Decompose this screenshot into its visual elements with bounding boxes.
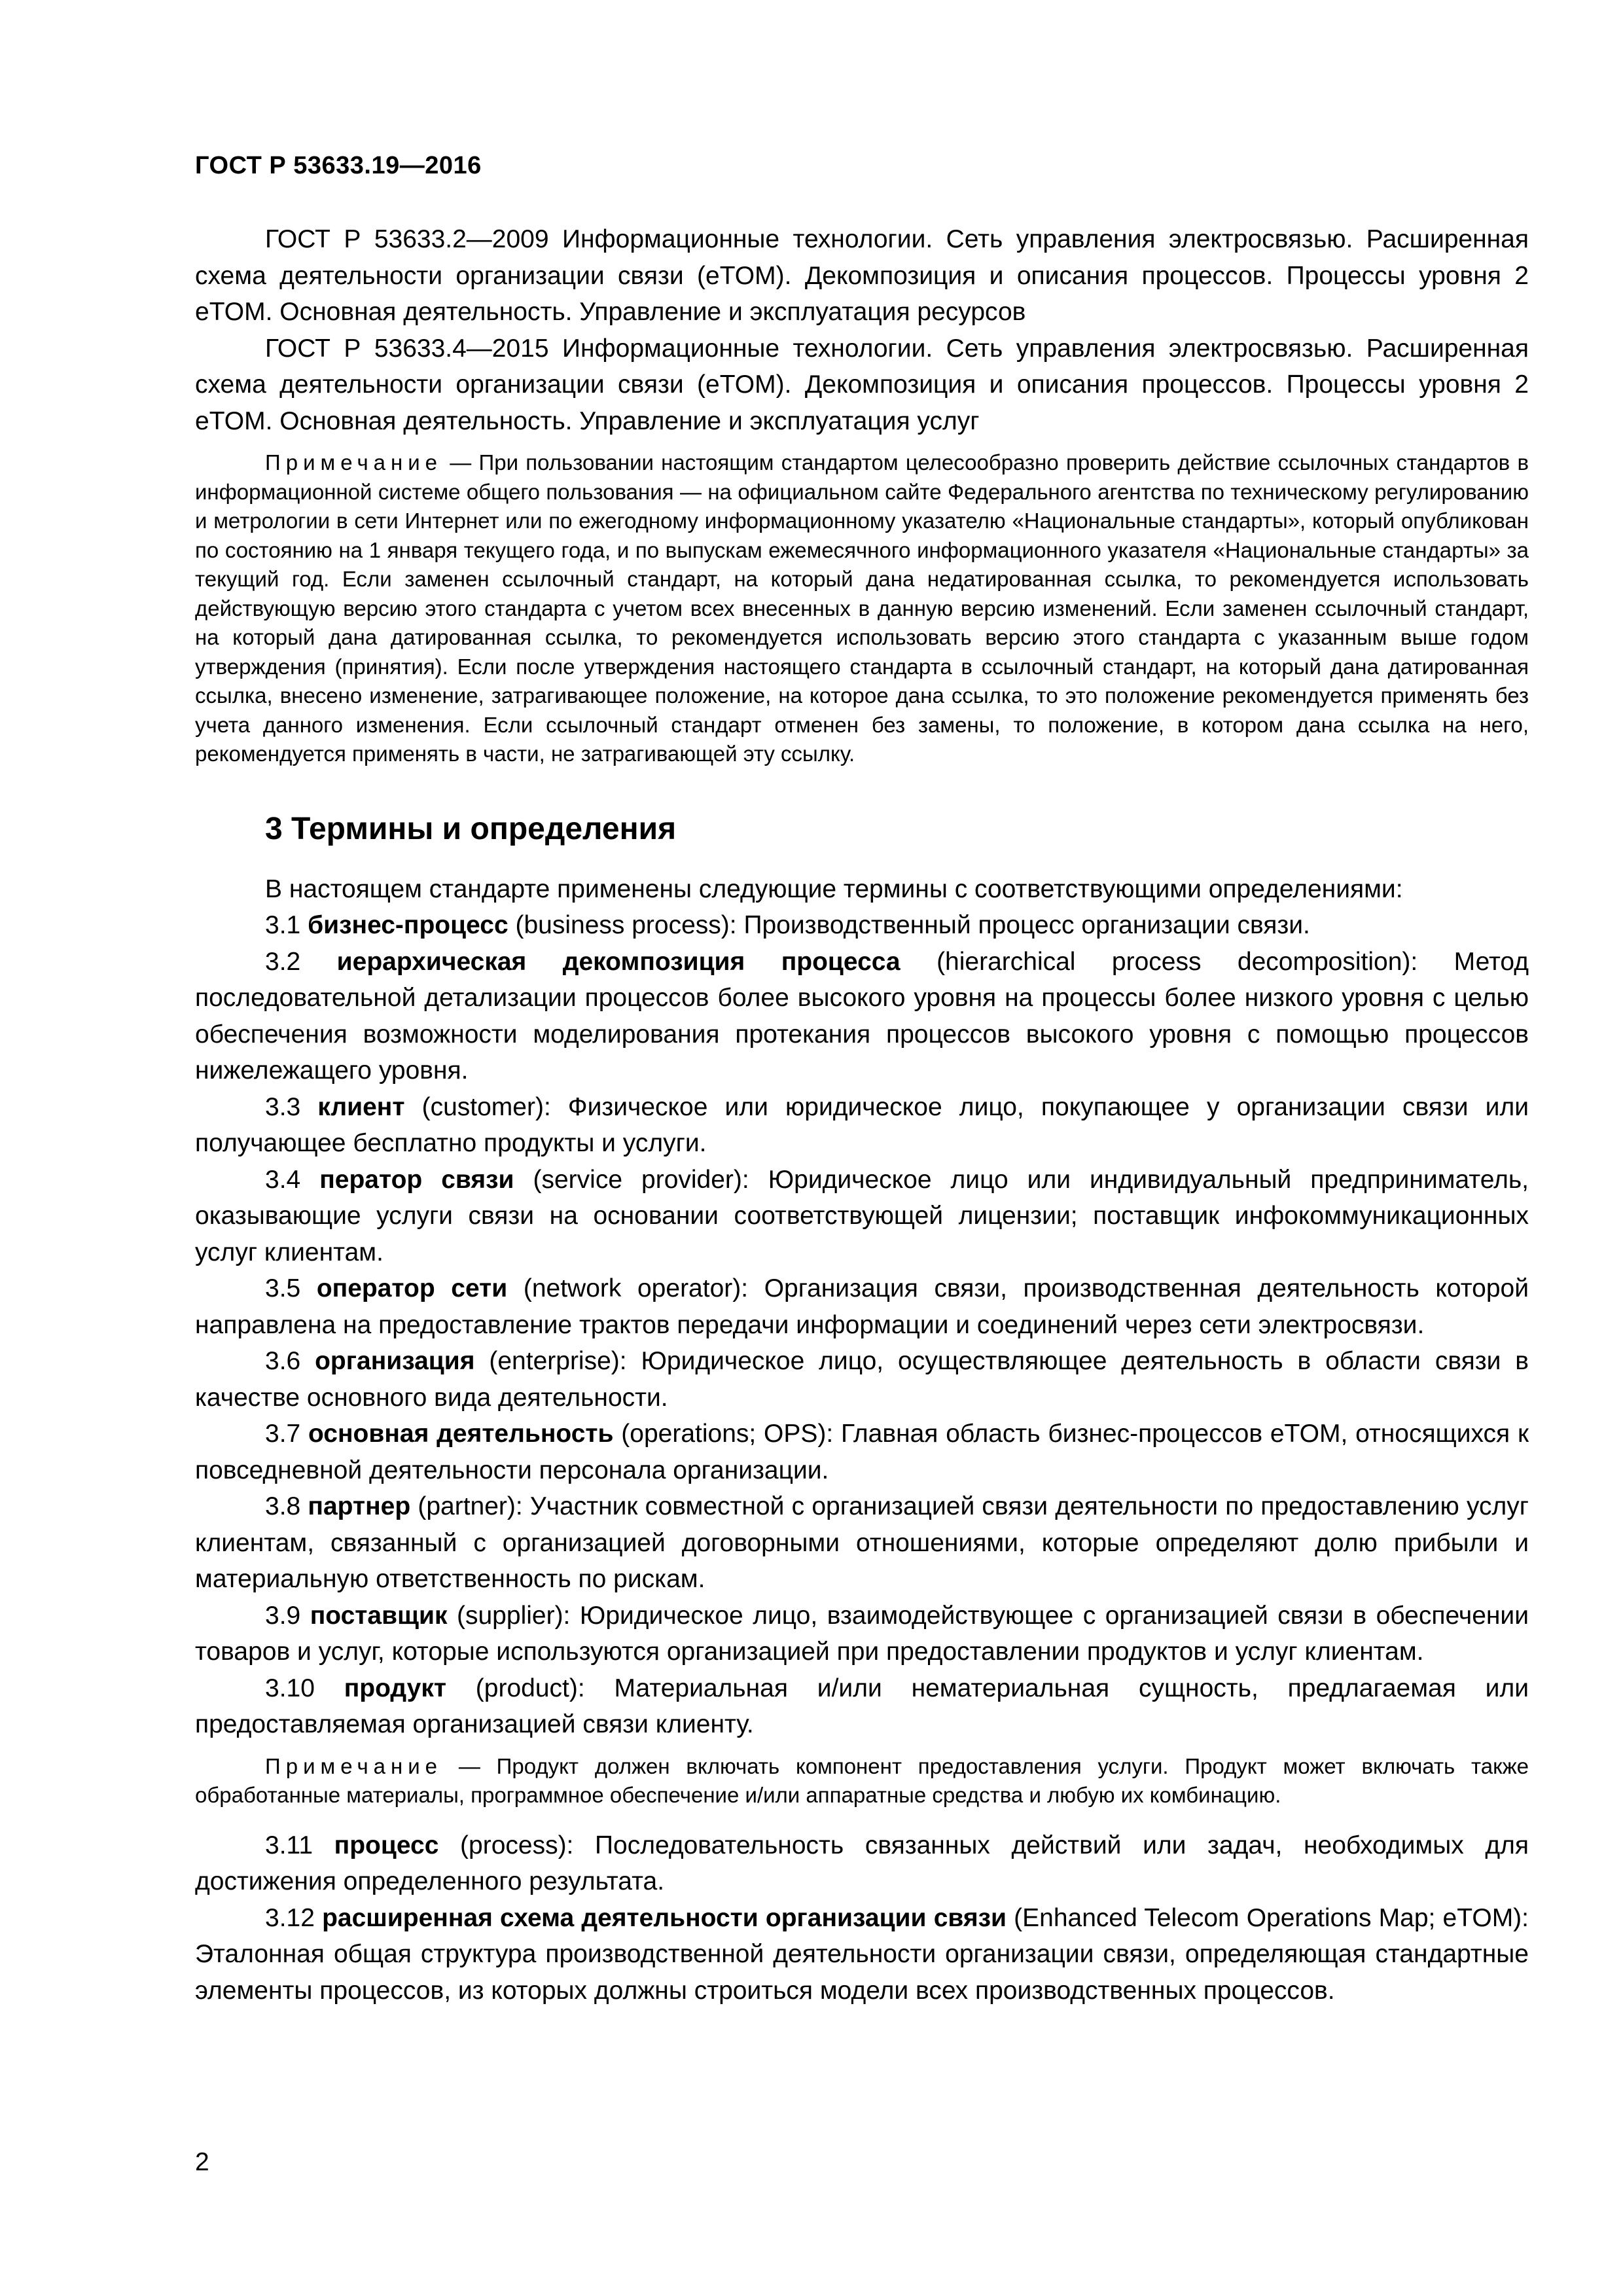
term-name: организация (315, 1347, 475, 1375)
term-number: 3.10 (265, 1674, 315, 1702)
term-definition (195, 1162, 1529, 1271)
term-name: расширенная схема деятельности организации связи (322, 1903, 1007, 1932)
term-text: (hierarchical process decomposition): Метод последовательной детализации процессов более высокого уровня на процессы более низкого уровня с целью обеспечения возможности моделирования протекания процессов высокого уровня с помощью процессов нижележащего уровня. (195, 947, 1529, 1085)
term-text: (process): Последовательность связанных действий или задач, необходимых для достижения определенного результата. (195, 1831, 1529, 1895)
term-definition (195, 1270, 1529, 1343)
term-definition (195, 1343, 1529, 1416)
term-definition (195, 1900, 1529, 2009)
term-number: 3.11 (265, 1831, 313, 1859)
term-name: процесс (334, 1831, 439, 1859)
page-content (195, 221, 1529, 2009)
term-definition (195, 1827, 1529, 1900)
term-number: 3.4 (265, 1165, 301, 1194)
term-text: (operations; OPS): Главная область бизнес-процессов eTOM, относящихся к повседневной деятельности персонала организации. (195, 1420, 1529, 1484)
term-number: 3.3 (265, 1092, 301, 1121)
term-text: (enterprise): Юридическое лицо, осуществляющее деятельность в области связи в качестве основного вида деятельности. (195, 1347, 1529, 1412)
term-definition (195, 944, 1529, 1089)
term-text: (customer): Физическое или юридическое лицо, покупающее у организации связи или получающее бесплатно продукты и услуги. (195, 1092, 1529, 1157)
term-text: (service provider): Юридическое лицо или индивидуальный предприниматель, оказывающие услуги связи на основании соответствующей лицензии; поставщик инфокоммуникационных услуг клиентам. (195, 1165, 1529, 1266)
term-text: (supplier): Юридическое лицо, взаимодействующее с организацией связи в обеспечении товаров и услуг, которые используются организацией при предоставлении продуктов и услуг клиентам. (195, 1601, 1529, 1666)
term-number: 3.6 (265, 1347, 301, 1375)
section-intro: В настоящем стандарте применены следующие термины с соответствующими определениями: (265, 874, 1403, 903)
term-number: 3.1 (265, 911, 301, 939)
term-name: основная деятельность (308, 1420, 614, 1448)
note-text: — Продукт должен включать компонент предоставления услуги. Продукт может включать также обработанные материалы, программное обеспечение и/или аппаратные средства и любую их комбинацию. (195, 1753, 1529, 1807)
term-name: оператор сети (316, 1274, 508, 1302)
term-text: (Enhanced Telecom Operations Map; eTOM): Эталонная общая структура производственной деятельности организации связи, определяющая стандартные элементы процессов, из которых должны строиться модели всех производственных процессов. (195, 1903, 1529, 2005)
term-text: (product): Материальная и/или нематериальная сущность, предлагаемая или предоставляемая организацией связи клиенту. (195, 1674, 1529, 1738)
section-heading: 3 Термины и определения (265, 811, 677, 846)
page-number: 2 (195, 2148, 209, 2176)
term-number: 3.12 (265, 1903, 315, 1932)
note-label: Примечание (265, 1753, 443, 1778)
term-name: бизнес-процесс (308, 911, 508, 939)
term-definition (195, 1488, 1529, 1598)
term-definition (195, 1598, 1529, 1670)
term-definition (195, 1670, 1529, 1743)
term-name: партнер (308, 1492, 411, 1520)
note-label: Примечание (265, 450, 443, 475)
term-definition (195, 907, 1529, 944)
note-paragraph (195, 1752, 1529, 1810)
term-name: продукт (344, 1674, 446, 1702)
term-text: (network operator): Организация связи, производственная деятельность которой направлена на предоставление трактов передачи информации и соединений через сети электросвязи. (195, 1274, 1529, 1339)
term-text: (business process): Производственный процесс организации связи. (508, 911, 1310, 939)
term-number: 3.8 (265, 1492, 301, 1520)
note-paragraph (195, 448, 1529, 769)
term-name: поставщик (310, 1601, 448, 1630)
term-number: 3.7 (265, 1420, 301, 1448)
term-text: (partner): Участник совместной с организацией связи деятельности по предоставлению услуг клиентам, связанный с организацией договорными отношениями, которые определяют долю прибыли и материальную ответственность по рискам. (195, 1492, 1529, 1593)
term-name: клиент (317, 1092, 405, 1121)
term-name: ператор связи (319, 1165, 514, 1194)
term-name: иерархическая декомпозиция процесса (336, 947, 901, 976)
term-number: 3.9 (265, 1601, 301, 1630)
term-number: 3.5 (265, 1274, 301, 1302)
normative-reference: ГОСТ Р 53633.4—2015 Информационные технологии. Сеть управления электросвязью. Расширенная схема деятельности организации связи (eTOM). Декомпозиция и описания процессов. Процессы уровня 2 eTOM. Основная деятельность. Управление и эксплуатация услуг (195, 334, 1529, 435)
note-text: — При пользовании настоящим стандартом целесообразно проверить действие ссылочных стандартов в информационной системе общего пользования — на официальном сайте Федерального агентства по техническому регулированию и метрологии в сети Интернет или по ежегодному информационному указателю «Национальные стандарты», который опубликован по состоянию на 1 января текущего года, и по выпускам ежемесячного информационного указателя «Национальные стандарты» за текущий год. Если заменен ссылочный стандарт, на который дана недатированная ссылка, то рекомендуется использовать действующую версию этого стандарта с учетом всех внесенных в данную версию изменений. Если заменен ссылочный стандарт, на который дана датированная ссылка, то рекомендуется использовать версию этого стандарта с указанным выше годом утверждения (принятия). Если после утверждения настоящего стандарта в ссылочный стандарт, на который дана датированная ссылка, внесено изменение, затрагивающее положение, на которое дана ссылка, то это положение рекомендуется применять без учета данного изменения. Если ссылочный стандарт отменен без замены, то положение, в котором дана ссылка на него, рекомендуется применять в части, не затрагивающей эту ссылку. (195, 450, 1529, 766)
term-definition (195, 1416, 1529, 1488)
document-id-header: ГОСТ Р 53633.19—2016 (195, 152, 482, 179)
term-definition (195, 1089, 1529, 1162)
term-number: 3.2 (265, 947, 301, 976)
normative-reference: ГОСТ Р 53633.2—2009 Информационные технологии. Сеть управления электросвязью. Расширенная схема деятельности организации связи (eTOM). Декомпозиция и описания процессов. Процессы уровня 2 eTOM. Основная деятельность. Управление и эксплуатация ресурсов (195, 225, 1529, 326)
